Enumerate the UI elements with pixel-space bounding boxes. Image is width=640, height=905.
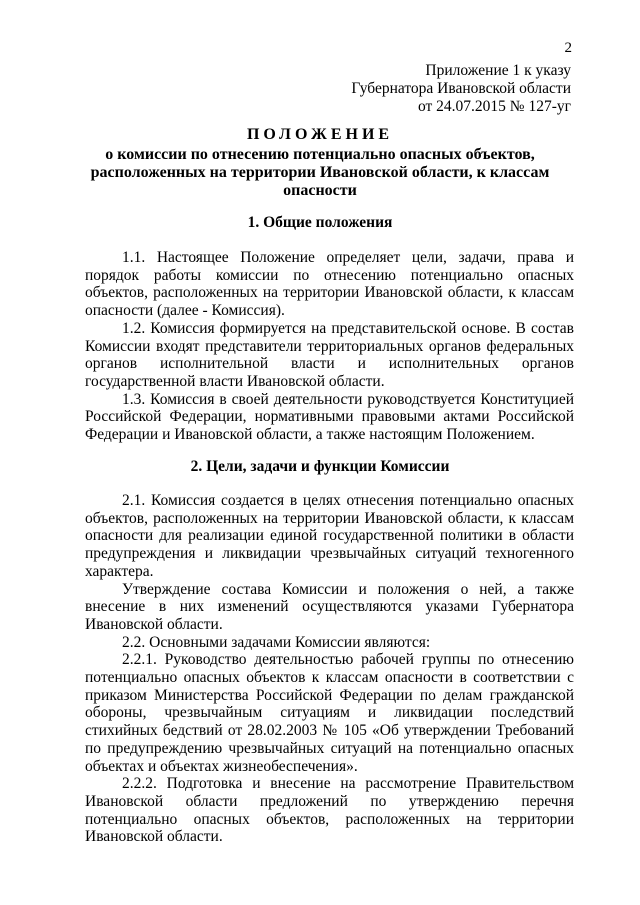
paragraph: 2.1. Комиссия создается в целях отнесения потенциально опасных объектов, расположенных на территории Ивановской области, к классам опасности для реализации единой государственной политики в области предупреждения и ликвидации чрезвычайных ситуаций техногенного характера.: [85, 492, 574, 580]
appendix-line: от 24.07.2015 № 127-уг: [417, 98, 571, 115]
section-body: [85, 492, 574, 846]
section-body: [85, 249, 574, 444]
appendix-line: Губернатора Ивановской области: [351, 80, 571, 97]
section-heading: 2. Цели, задачи и функции Комиссии: [190, 458, 450, 475]
appendix-line: Приложение 1 к указу: [425, 62, 571, 79]
page-number: 2: [564, 40, 572, 56]
paragraph: 1.3. Комиссия в своей деятельности руководствуется Конституцией Российской Федерации, нормативными правовыми актами Российской Федерации и Ивановской области, а также настоящим Положением.: [85, 390, 574, 444]
document-title: [70, 126, 570, 200]
section-heading: 1. Общие положения: [247, 214, 393, 231]
appendix-reference: [351, 62, 571, 116]
paragraph: 2.2.2. Подготовка и внесение на рассмотрение Правительством Ивановской области предложений по утверждению перечня потенциально опасных объектов, расположенных на территории Ивановской области.: [85, 775, 574, 846]
paragraph: 2.2.1. Руководство деятельностью рабочей группы по отнесению потенциально опасных объектов к классам опасности в соответствии с приказом Министерства Российской Федерации по делам гражданской обороны, чрезвычайным ситуациям и ликвидации последствий стихийных бедствий от 28.02.2003 № 105 «Об утверждении Требований по предупреждению чрезвычайных ситуаций на потенциально опасных объектах и объектах жизнеобеспечения».: [85, 651, 574, 775]
paragraph: 1.2. Комиссия формируется на представительской основе. В состав Комиссии входят представители территориальных органов федеральных органов исполнительной власти и исполнительных органов государственной власти Ивановской области.: [85, 319, 574, 390]
paragraph: 2.2. Основными задачами Комиссии являются:: [122, 633, 431, 651]
title-main: ПОЛОЖЕНИЕ: [246, 126, 394, 143]
paragraph: 1.1. Настоящее Положение определяет цели, задачи, права и порядок работы комиссии по отнесению потенциально опасных объектов, расположенных на территории Ивановской области, к классам опасности (далее - Комиссия).: [85, 249, 574, 320]
title-subtitle: о комиссии по отнесению потенциально опасных объектов, расположенных на территории Ивановской области, к классам опасности: [90, 146, 550, 199]
paragraph: Утверждение состава Комиссии и положения о ней, а также внесение в них изменений осуществляются указами Губернатора Ивановской области.: [85, 580, 574, 633]
